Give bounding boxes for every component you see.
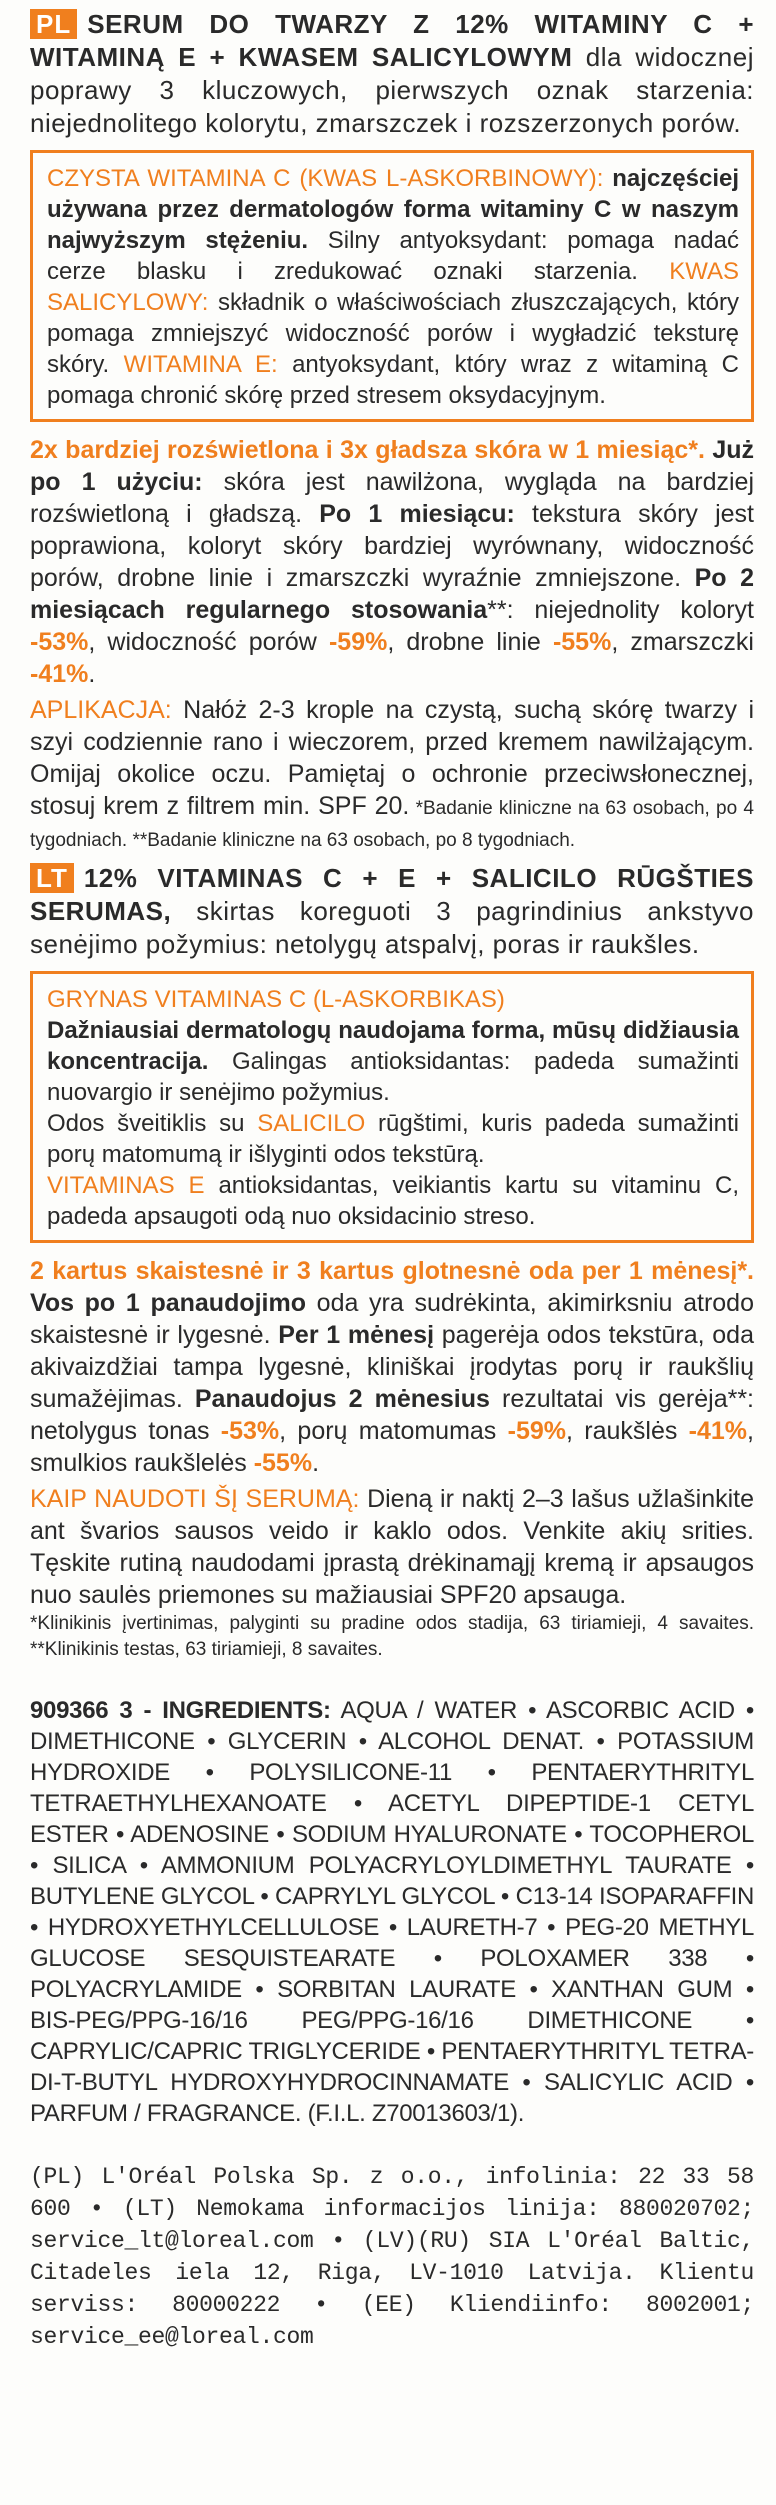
lt-ingredients-box <box>30 971 754 1243</box>
pl-results <box>30 434 754 690</box>
pl-language-badge: PL <box>30 9 77 39</box>
lt-vitamin-c-paragraph <box>47 984 739 1232</box>
lt-product-name: 12% VITAMINAS C + E + SALICILO RŪGŠTIES SERUMAS, <box>30 863 754 926</box>
lt-intro-text: skirtas koreguoti 3 pagrindinius ankstyvo senėjimo požymius: netolygų atspalvį, poras ir raukšles. <box>30 896 754 959</box>
lt-salicylic-pre: Odos šveitiklis su <box>47 1110 258 1137</box>
pl-result-text-5: . <box>88 660 96 688</box>
lt-after-two-months-label: Panaudojus 2 mėnesius <box>182 1385 490 1413</box>
lt-stat-wrinkles: -41% <box>688 1417 748 1445</box>
lt-after-first-use-text: oda yra sudrėkinta, akimirksniu atrodo skaistesnė ir lygesnė. <box>30 1289 754 1349</box>
pl-vitamin-c-paragraph <box>47 163 739 411</box>
contact-lv: (LV)(RU) SIA L'Oréal Baltic, Citadeles iela 12, Riga, LV-1010 Latvija. Klientu serviss: 80000222 <box>30 2228 754 2318</box>
pl-product-name: SERUM DO TWARZY Z 12% WITAMINY C + WITAMINĄ E + KWASEM SALICYLOWYM <box>30 9 754 72</box>
lt-application <box>30 1483 754 1611</box>
contact-lt: • (LT) Nemokama informacijos linija: 880020702; service_lt@loreal.com • <box>30 2196 754 2254</box>
pl-application-text: Nałóż 2-3 krople na czystą, suchą skórę twarzy i szyi codziennie rano i wieczorem, przed kremem nawilżającym. Omijaj okolice oczu. Pamiętaj o ochronie przeciwsłonecznej, stosuj krem z filtrem min. SPF 20. <box>30 696 754 820</box>
pl-result-text-2: , widoczność porów <box>88 628 329 656</box>
lt-application-heading: KAIP NAUDOTI ŠĮ SERUMĄ: <box>30 1485 360 1513</box>
lt-intro <box>30 862 754 961</box>
lt-stat-pores: -59% <box>507 1417 566 1445</box>
pl-results-headline: 2x bardziej rozświetlona i 3x gładsza skóra w 1 miesiąc*. <box>30 436 705 464</box>
contact-ee: • (EE) Kliendiinfo: 8002001; service_ee@loreal.com <box>30 2292 754 2350</box>
lt-result-text-3: , raukšlės <box>566 1417 689 1445</box>
pl-stat-pores: -59% <box>328 628 388 656</box>
pl-salicylic-text: składnik o właściwościach złuszczających, który pomaga zmniejszyć widoczność porów i wygładzić teksturę skóry. <box>47 289 739 378</box>
pl-application <box>30 694 754 854</box>
pl-after-one-month-text: tekstura skóry jest poprawiona, koloryt skóry bardziej wyrównany, widoczność porów, drobne linie i zmarszczki wyraźnie zmniejszone. <box>30 500 754 592</box>
pl-application-heading: APLIKACJA: <box>30 696 172 724</box>
pl-after-two-months-label: Po 2 miesiącach regularnego stosowania <box>30 564 754 624</box>
lt-result-text-1: rezultatai vis gerėja**: netolygus tonas <box>30 1385 755 1445</box>
pl-result-text-3: , drobne linie <box>387 628 553 656</box>
lt-vitamin-c-text: Galingas antioksidantas: padeda sumažinti nuovargio ir senėjimo požymius. <box>47 1048 739 1106</box>
pl-vitamin-c-heading: CZYSTA WITAMINA C (KWAS L-ASKORBINOWY): <box>47 165 604 192</box>
lt-language-badge: LT <box>30 863 74 893</box>
lt-application-text: Dieną ir naktį 2–3 lašus užlašinkite ant švarios sausos veido ir kaklo odos. Venkite akių srities. Tęskite rutiną naudodami įprastą drėkinamąjį kremą ir apsaugos nuo saulės priemones su mažiausiai SPF20 apsauga. <box>30 1485 754 1609</box>
pl-stat-fine-lines: -55% <box>552 628 612 656</box>
pl-salicylic-heading: KWAS SALICYLOWY: <box>47 258 739 316</box>
pl-stat-wrinkles: -41% <box>30 660 89 688</box>
lt-vitamin-e-text: antioksidantas, veikiantis kartu su vitaminu C, padeda apsaugoti odą nuo oksidacinio streso. <box>47 1172 739 1230</box>
pl-intro <box>30 8 754 140</box>
pl-vitamin-c-text: Silny antyoksydant: pomaga nadać cerze blasku i zredukować oznaki starzenia. <box>47 227 739 285</box>
lt-result-text-4: , smulkios raukšlelės <box>30 1417 754 1477</box>
lt-vitamin-c-heading: GRYNAS VITAMINAS C (L-ASKORBIKAS) <box>47 986 505 1013</box>
pl-intro-text: dla widocznej poprawy 3 kluczowych, pierwszych oznak starzenia: niejednolitego kolorytu, zmarszczek i rozszerzonych porów. <box>30 42 754 138</box>
lt-result-text-5: . <box>312 1449 320 1477</box>
ingredients-list <box>30 1695 754 2129</box>
pl-result-text-4: , zmarszczki <box>611 628 754 656</box>
lt-vitamin-c-highlight: Dažniausiai dermatologų naudojama forma, mūsų didžiausia koncentracija. <box>47 1017 739 1075</box>
pl-footnote: *Badanie kliniczne na 63 osobach, po 4 tygodniach. **Badanie kliniczne na 63 osobach, po 8 tygodniach. <box>30 798 754 851</box>
lt-stat-uneven-tone: -53% <box>220 1417 280 1445</box>
pl-after-first-use-text: skóra jest nawilżona, wygląda na bardziej rozświetloną i gładszą. <box>30 468 755 528</box>
lt-after-one-month-label: Per 1 mėnesį <box>270 1321 435 1349</box>
pl-ingredients-box <box>30 150 754 422</box>
lt-salicylic-text: rūgštimi, kuris padeda sumažinti porų matomumą ir išlyginti odos tekstūrą. <box>47 1110 739 1168</box>
lt-salicylic-heading: SALICILO <box>257 1110 366 1137</box>
pl-after-first-use-label: Już po 1 użyciu: <box>30 436 754 496</box>
pl-vitamin-e-heading: WITAMINA E: <box>123 351 278 378</box>
lt-footnote: *Klinikinis įvertinimas, palyginti su pradine odos stadija, 63 tiriamieji, 4 savaites. **Klinikinis testas, 63 tiriamieji, 8 savaites. <box>30 1613 754 1660</box>
ingredients-code: 909366 3 - INGREDIENTS: <box>30 1697 331 1724</box>
lt-vitamin-e-heading: VITAMINAS E <box>47 1172 205 1199</box>
contact-pl: (PL) L'Oréal Polska Sp. z o.o., infolinia: 22 33 58 600 <box>30 2164 754 2222</box>
lt-after-one-month-text: pagerėja odos tekstūra, oda akivaizdžiai tampa lygesnė, kliniškai įrodytas porų ir raukšlių sumažėjimas. <box>30 1321 754 1413</box>
lt-results-headline: 2 kartus skaistesnė ir 3 kartus glotnesnė oda per 1 mėnesį*. <box>30 1257 754 1285</box>
pl-result-text-1: **: niejednolity koloryt <box>487 596 754 624</box>
pl-vitamin-e-text: antyoksydant, który wraz z witaminą C pomaga chronić skórę przed stresem oksydacyjnym. <box>47 351 739 409</box>
pl-after-one-month-label: Po 1 miesiącu: <box>302 500 515 528</box>
contacts <box>30 2161 754 2353</box>
pl-vitamin-c-highlight: najczęściej używana przez dermatologów forma witaminy C w naszym najwyższym stężeniu. <box>47 165 740 254</box>
ingredients-text: AQUA / WATER • ASCORBIC ACID • DIMETHICONE • GLYCERIN • ALCOHOL DENAT. • POTASSIUM HYDROXIDE • POLYSILICONE-11 • PENTAERYTHRITYL TETRAETHYLHEXANOATE • ACETYL DIPEPTIDE-1 CETYL ESTER • ADENOSINE • SODIUM HYALURONATE • TOCOPHEROL • SILICA • AMMONIUM POLYACRYLOYLDIMETHYL TAURATE • BUTYLENE GLYCOL • CAPRYLYL GLYCOL • C13-14 ISOPARAFFIN • HYDROXYETHYLCELLULOSE • LAURETH-7 • PEG-20 METHYL GLUCOSE SESQUISTEARATE • POLOXAMER 338 • POLYACRYLAMIDE • SORBITAN LAURATE • XANTHAN GUM • BIS-PEG/PPG-16/16 PEG/PPG-16/16 DIMETHICONE • CAPRYLIC/CAPRIC TRIGLYCERIDE • PENTAERYTHRITYL TETRA-DI-T-BUTYL HYDROXYHYDROCINNAMATE • SALICYLIC ACID • PARFUM / FRAGRANCE. (F.I.L. Z70013603/1). <box>30 1697 754 2127</box>
lt-after-first-use-label: Vos po 1 panaudojimo <box>30 1289 306 1317</box>
pl-stat-uneven-tone: -53% <box>30 628 89 656</box>
lt-results <box>30 1255 754 1479</box>
lt-stat-fine-lines: -55% <box>253 1449 313 1477</box>
lt-result-text-2: , porų matomumas <box>279 1417 508 1445</box>
